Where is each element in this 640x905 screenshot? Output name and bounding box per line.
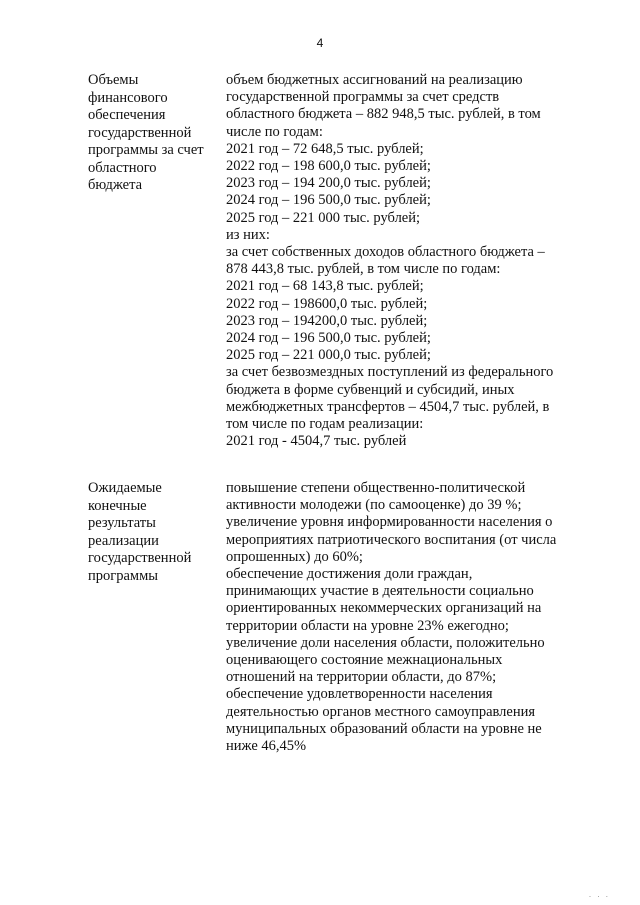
results-label-line: программы	[88, 567, 158, 584]
financing-label-line: программы за счет	[88, 142, 204, 158]
financing-content-line: за счет безвозмездных поступлений из федерального	[226, 364, 554, 381]
financing-year-line: 2021 год – 68 143,8 тыс. рублей;	[226, 278, 424, 295]
financing-content-line: 878 443,8 тыс. рублей, в том числе по годам:	[226, 261, 501, 278]
results-content-line: повышение степени общественно-политической	[226, 480, 526, 496]
results-label-line: конечные	[88, 497, 147, 514]
financing-label-line: государственной	[88, 124, 192, 141]
results-content-line: отношений на территории области, до 87%;	[226, 669, 497, 686]
financing-content-line: государственной программы за счет средств	[226, 89, 500, 106]
financing-content	[226, 72, 588, 450]
financing-year-line: 2023 год – 194 200,0 тыс. рублей;	[226, 175, 431, 192]
financing-label-line: областного	[88, 159, 157, 176]
financing-year-line: 2022 год – 198 600,0 тыс. рублей;	[226, 158, 431, 175]
financing-label-line: финансового	[88, 89, 168, 106]
results-content-line: увеличение доли населения области, положительно	[226, 634, 545, 651]
financing-content-line: числе по годам:	[226, 123, 323, 140]
results-content-line: обеспечение достижения доли граждан,	[226, 566, 473, 583]
financing-year-line: 2025 год – 221 000 тыс. рублей;	[226, 209, 421, 226]
results-content-line: территории области на уровне 23% ежегодно;	[226, 617, 509, 634]
results-label-line: государственной	[88, 550, 192, 566]
results-content-line: ориентированных некоммерческих организаций на	[226, 600, 542, 617]
financing-year-line: 2025 год – 221 000,0 тыс. рублей;	[226, 347, 431, 364]
financing-content-line: том числе по годам реализации:	[226, 416, 424, 433]
results-content-line: увеличение уровня информированности населения о	[226, 514, 553, 531]
results-content-line: обеспечение удовлетворенности населения	[226, 686, 493, 703]
results-content-line: опрошенных) до 60%;	[226, 548, 363, 565]
results-content-line: ниже 46,45%	[226, 738, 307, 755]
financing-label-line: Объемы	[88, 72, 139, 88]
results-label-line: реализации	[88, 532, 159, 549]
results-content	[226, 480, 588, 755]
financing-label-line: обеспечения	[88, 107, 166, 123]
financing-label-line: бюджета	[88, 177, 143, 193]
financing-content-line: бюджета в форме субвенций и субсидий, иных	[226, 381, 515, 398]
financing-content-line: из них:	[226, 226, 270, 243]
financing-label	[88, 72, 218, 195]
financing-content-line: за счет собственных доходов областного бюджета –	[226, 244, 545, 261]
financing-year-line: 2022 год – 198600,0 тыс. рублей;	[226, 295, 428, 312]
results-content-line: деятельностью органов местного самоуправления	[226, 703, 536, 720]
results-content-line: муниципальных образований области на уровне не	[226, 720, 542, 737]
financing-year-line: 2024 год – 196 500,0 тыс. рублей;	[226, 192, 431, 209]
financing-content-line: объем бюджетных ассигнований на реализацию	[226, 72, 523, 88]
results-content-line: принимающих участие в деятельности социально	[226, 583, 534, 600]
financing-content-line: межбюджетных трансфертов – 4504,7 тыс. рублей, в	[226, 398, 550, 415]
page-number: 4	[316, 36, 324, 50]
results-label-line: Ожидаемые	[88, 480, 162, 496]
results-content-line: оценивающего состояние межнациональных	[226, 652, 503, 669]
financing-year-line: 2021 год - 4504,7 тыс. рублей	[226, 433, 407, 450]
financing-year-line: 2024 год – 196 500,0 тыс. рублей;	[226, 330, 431, 347]
results-content-line: мероприятиях патриотического воспитания (от числа	[226, 531, 557, 548]
results-label-line: результаты	[88, 515, 156, 531]
results-content-line: активности молодежи (по самооценке) до 39 %;	[226, 497, 522, 514]
financing-year-line: 2021 год – 72 648,5 тыс. рублей;	[226, 140, 424, 157]
scan-marks: · · ·	[588, 893, 610, 901]
financing-content-line: областного бюджета – 882 948,5 тыс. рублей, в том	[226, 106, 541, 123]
financing-year-line: 2023 год – 194200,0 тыс. рублей;	[226, 312, 428, 329]
results-label	[88, 480, 218, 585]
